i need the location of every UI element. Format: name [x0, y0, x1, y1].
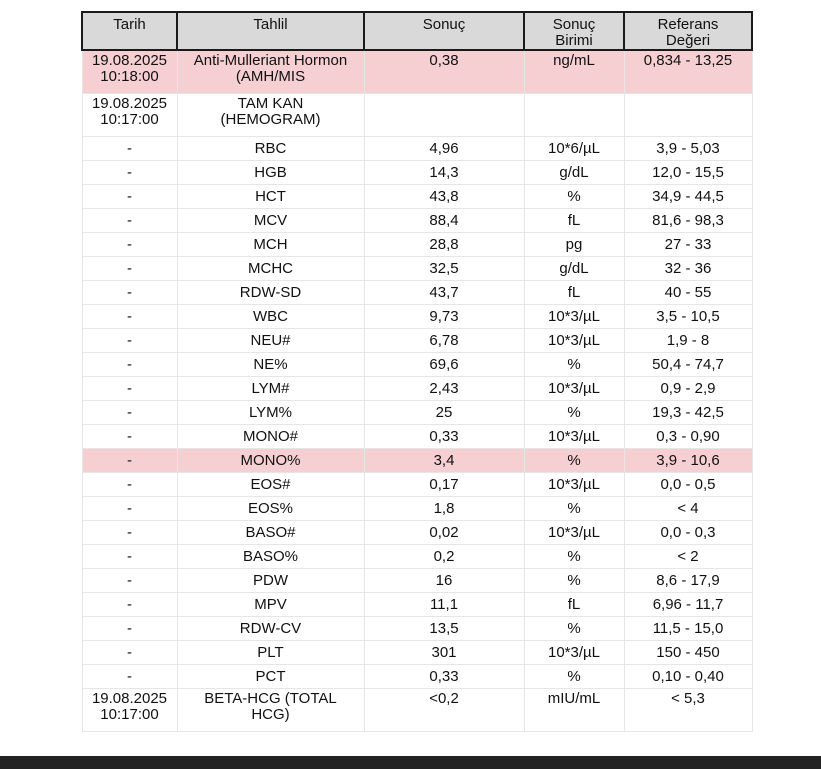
cell-reference: 0,9 - 2,9: [624, 377, 752, 401]
cell-date: -: [82, 665, 177, 689]
table-row-amh: [82, 50, 752, 94]
cell-reference: 12,0 - 15,5: [624, 161, 752, 185]
cell-reference: 6,96 - 11,7: [624, 593, 752, 617]
cell-reference: 3,5 - 10,5: [624, 305, 752, 329]
cell-test: LYM%: [177, 401, 364, 425]
cell-result: 3,4: [364, 449, 524, 473]
table-row: [82, 137, 752, 161]
test-line2: HCG): [251, 706, 290, 723]
cell-test: RBC: [177, 137, 364, 161]
cell-date: -: [82, 257, 177, 281]
cell-date: -: [82, 209, 177, 233]
cell-date: [82, 689, 177, 732]
table-row: [82, 617, 752, 641]
cell-result: 0,17: [364, 473, 524, 497]
table-row: [82, 401, 752, 425]
cell-test: PLT: [177, 641, 364, 665]
cell-test: MONO#: [177, 425, 364, 449]
cell-test: MCH: [177, 233, 364, 257]
cell-reference: < 5,3: [624, 689, 752, 732]
cell-result: 11,1: [364, 593, 524, 617]
cell-result: 0,33: [364, 665, 524, 689]
cell-result: 25: [364, 401, 524, 425]
cell-reference: 3,9 - 5,03: [624, 137, 752, 161]
cell-unit: fL: [524, 593, 624, 617]
cell-reference: 0,10 - 0,40: [624, 665, 752, 689]
cell-unit: 10*3/µL: [524, 521, 624, 545]
cell-unit: 10*3/µL: [524, 305, 624, 329]
test-line1: Anti-Mulleriant Hormon: [193, 52, 348, 69]
cell-test: LYM#: [177, 377, 364, 401]
cell-test: HCT: [177, 185, 364, 209]
lab-report: [81, 11, 751, 732]
cell-unit: 10*3/µL: [524, 641, 624, 665]
table-row: [82, 209, 752, 233]
cell-result: 16: [364, 569, 524, 593]
cell-test: RDW-SD: [177, 281, 364, 305]
cell-unit: %: [524, 449, 624, 473]
cell-reference: 3,9 - 10,6: [624, 449, 752, 473]
time-line: 10:18:00: [100, 68, 159, 85]
cell-unit: %: [524, 497, 624, 521]
cell-unit: %: [524, 569, 624, 593]
header-result: Sonuç: [364, 12, 524, 50]
cell-unit: %: [524, 545, 624, 569]
cell-test: NEU#: [177, 329, 364, 353]
cell-date: -: [82, 185, 177, 209]
cell-date: -: [82, 641, 177, 665]
table-row: [82, 281, 752, 305]
cell-result: 6,78: [364, 329, 524, 353]
cell-unit: fL: [524, 281, 624, 305]
cell-result: 0,33: [364, 425, 524, 449]
cell-reference: < 4: [624, 497, 752, 521]
cell-test: MONO%: [177, 449, 364, 473]
cell-date: -: [82, 233, 177, 257]
header-reference: [624, 12, 752, 50]
cell-date: -: [82, 281, 177, 305]
cell-result: 301: [364, 641, 524, 665]
table-row: [82, 233, 752, 257]
cell-test: EOS%: [177, 497, 364, 521]
table-row: [82, 473, 752, 497]
cell-unit: 10*3/µL: [524, 473, 624, 497]
cell-date: -: [82, 617, 177, 641]
cell-result: 43,7: [364, 281, 524, 305]
cell-test: PCT: [177, 665, 364, 689]
cell-unit: 10*3/µL: [524, 329, 624, 353]
cell-date: -: [82, 497, 177, 521]
cell-test: [177, 50, 364, 94]
cell-result: 28,8: [364, 233, 524, 257]
cell-reference: 40 - 55: [624, 281, 752, 305]
cell-unit: %: [524, 401, 624, 425]
cell-reference: 27 - 33: [624, 233, 752, 257]
cell-date: [82, 94, 177, 137]
table-row-beta-hcg: [82, 689, 752, 732]
cell-date: -: [82, 473, 177, 497]
cell-reference: 150 - 450: [624, 641, 752, 665]
cell-unit: mIU/mL: [524, 689, 624, 732]
cell-date: [82, 50, 177, 94]
cell-reference: 34,9 - 44,5: [624, 185, 752, 209]
header-date: Tarih: [82, 12, 177, 50]
cell-result: 69,6: [364, 353, 524, 377]
cell-reference: 0,3 - 0,90: [624, 425, 752, 449]
date-line1: 19.08.2025: [91, 52, 168, 69]
cell-unit: 10*3/µL: [524, 377, 624, 401]
cell-date: -: [82, 137, 177, 161]
cell-reference: 8,6 - 17,9: [624, 569, 752, 593]
header-test: Tahlil: [177, 12, 364, 50]
table-row: [82, 665, 752, 689]
cell-reference: [624, 94, 752, 137]
test-line2: (AMH/MIS: [235, 68, 306, 85]
table-row: [82, 449, 752, 473]
cell-test: MCV: [177, 209, 364, 233]
cell-date: -: [82, 353, 177, 377]
header-ref-line1: Referans: [657, 16, 719, 33]
cell-unit: 10*3/µL: [524, 425, 624, 449]
cell-unit: %: [524, 617, 624, 641]
cell-result: [364, 94, 524, 137]
cell-reference: 0,0 - 0,5: [624, 473, 752, 497]
cell-result: <0,2: [364, 689, 524, 732]
cell-test: [177, 94, 364, 137]
table-row: [82, 161, 752, 185]
test-line1: BETA-HCG (TOTAL: [204, 690, 337, 707]
table-row: [82, 377, 752, 401]
cell-unit: [524, 94, 624, 137]
table-row: [82, 593, 752, 617]
cell-unit: %: [524, 353, 624, 377]
cell-date: -: [82, 569, 177, 593]
cell-unit: g/dL: [524, 161, 624, 185]
cell-unit: ng/mL: [524, 50, 624, 94]
cell-reference: 81,6 - 98,3: [624, 209, 752, 233]
cell-unit: pg: [524, 233, 624, 257]
cell-test: [177, 689, 364, 732]
cell-reference: 1,9 - 8: [624, 329, 752, 353]
cell-test: MCHC: [177, 257, 364, 281]
header-unit-line2: Birimi: [555, 32, 593, 49]
cell-result: 9,73: [364, 305, 524, 329]
cell-reference: 32 - 36: [624, 257, 752, 281]
cell-reference: 19,3 - 42,5: [624, 401, 752, 425]
cell-reference: 0,834 - 13,25: [624, 50, 752, 94]
cell-date: -: [82, 593, 177, 617]
cell-unit: fL: [524, 209, 624, 233]
header-ref-line2: Değeri: [665, 32, 711, 49]
cell-test: EOS#: [177, 473, 364, 497]
test-line2: (HEMOGRAM): [220, 111, 321, 128]
cell-date: -: [82, 521, 177, 545]
cell-result: 1,8: [364, 497, 524, 521]
cell-result: 13,5: [364, 617, 524, 641]
cell-test: MPV: [177, 593, 364, 617]
cell-date: -: [82, 161, 177, 185]
cell-result: 2,43: [364, 377, 524, 401]
cell-test: BASO#: [177, 521, 364, 545]
table-row: [82, 641, 752, 665]
cell-result: 0,02: [364, 521, 524, 545]
cell-result: 4,96: [364, 137, 524, 161]
table-row: [82, 521, 752, 545]
table-row: [82, 185, 752, 209]
header-unit-line1: Sonuç: [552, 16, 596, 33]
test-line1: TAM KAN: [237, 95, 304, 112]
table-row-hemogram: [82, 94, 752, 137]
cell-date: -: [82, 401, 177, 425]
cell-reference: < 2: [624, 545, 752, 569]
table-row: [82, 353, 752, 377]
cell-result: 88,4: [364, 209, 524, 233]
date-line1: 19.08.2025: [91, 95, 168, 112]
table-row: [82, 497, 752, 521]
table-row: [82, 425, 752, 449]
header-unit: [524, 12, 624, 50]
cell-unit: 10*6/µL: [524, 137, 624, 161]
cell-test: NE%: [177, 353, 364, 377]
cell-reference: 0,0 - 0,3: [624, 521, 752, 545]
cell-result: 14,3: [364, 161, 524, 185]
cell-unit: %: [524, 185, 624, 209]
cell-date: -: [82, 545, 177, 569]
cell-test: BASO%: [177, 545, 364, 569]
cell-test: WBC: [177, 305, 364, 329]
table-row: [82, 305, 752, 329]
cell-result: 43,8: [364, 185, 524, 209]
time-line: 10:17:00: [100, 706, 159, 723]
cell-date: -: [82, 449, 177, 473]
table-row: [82, 329, 752, 353]
table-row: [82, 257, 752, 281]
cell-date: -: [82, 377, 177, 401]
date-line1: 19.08.2025: [91, 690, 168, 707]
cell-date: -: [82, 305, 177, 329]
cell-test: PDW: [177, 569, 364, 593]
cell-date: -: [82, 425, 177, 449]
cell-result: 0,2: [364, 545, 524, 569]
cell-date: -: [82, 329, 177, 353]
table-row: [82, 545, 752, 569]
cell-result: 32,5: [364, 257, 524, 281]
cell-test: RDW-CV: [177, 617, 364, 641]
table-row: [82, 569, 752, 593]
cell-result: 0,38: [364, 50, 524, 94]
cell-reference: 50,4 - 74,7: [624, 353, 752, 377]
cell-test: HGB: [177, 161, 364, 185]
table-header-row: [82, 12, 752, 50]
lab-results-table: [81, 11, 753, 732]
cell-reference: 11,5 - 15,0: [624, 617, 752, 641]
cell-unit: g/dL: [524, 257, 624, 281]
hemogram-rows: [82, 137, 752, 689]
bottom-bar: [0, 756, 821, 769]
time-line: 10:17:00: [100, 111, 159, 128]
cell-unit: %: [524, 665, 624, 689]
